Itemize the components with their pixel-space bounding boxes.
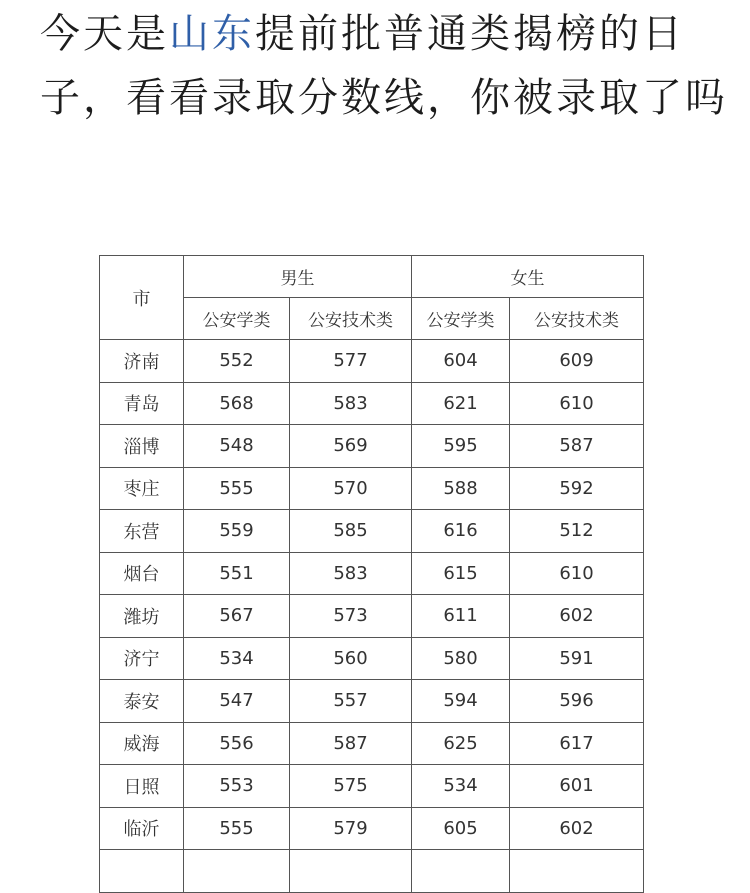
score-table-head <box>100 256 644 340</box>
score-cell: 551 <box>184 552 290 595</box>
score-cell: 588 <box>412 467 510 510</box>
score-cell: 580 <box>412 637 510 680</box>
table-row <box>100 340 644 383</box>
empty-cell <box>100 850 184 893</box>
score-table <box>99 255 644 893</box>
score-cell: 567 <box>184 595 290 638</box>
table-row <box>100 425 644 468</box>
score-cell: 610 <box>510 382 644 425</box>
table-row <box>100 722 644 765</box>
table-row <box>100 382 644 425</box>
table-row <box>100 595 644 638</box>
score-cell: 601 <box>510 765 644 808</box>
score-cell: 555 <box>184 807 290 850</box>
table-row-partial <box>100 850 644 893</box>
score-cell: 577 <box>290 340 412 383</box>
city-cell: 日照 <box>100 765 184 808</box>
female-header: 女生 <box>412 256 644 298</box>
city-cell: 威海 <box>100 722 184 765</box>
table-row <box>100 637 644 680</box>
city-cell: 潍坊 <box>100 595 184 638</box>
table-row <box>100 807 644 850</box>
score-cell: 583 <box>290 552 412 595</box>
score-cell: 585 <box>290 510 412 553</box>
score-cell: 615 <box>412 552 510 595</box>
header-row-top <box>100 256 644 298</box>
score-cell: 591 <box>510 637 644 680</box>
score-cell: 512 <box>510 510 644 553</box>
score-cell: 583 <box>290 382 412 425</box>
score-cell: 555 <box>184 467 290 510</box>
city-cell: 枣庄 <box>100 467 184 510</box>
score-cell: 547 <box>184 680 290 723</box>
table-row <box>100 510 644 553</box>
empty-cell <box>290 850 412 893</box>
table-row <box>100 680 644 723</box>
score-cell: 587 <box>290 722 412 765</box>
score-cell: 579 <box>290 807 412 850</box>
score-cell: 621 <box>412 382 510 425</box>
score-cell: 560 <box>290 637 412 680</box>
city-cell: 东营 <box>100 510 184 553</box>
score-table-body <box>100 340 644 893</box>
headline-prefix: 今天是 <box>40 11 169 57</box>
sub-header-female-police-technology: 公安技术类 <box>510 298 644 340</box>
score-cell: 552 <box>184 340 290 383</box>
male-header: 男生 <box>184 256 412 298</box>
table-row <box>100 765 644 808</box>
empty-cell <box>412 850 510 893</box>
score-cell: 594 <box>412 680 510 723</box>
city-cell: 济南 <box>100 340 184 383</box>
score-cell: 602 <box>510 595 644 638</box>
score-cell: 609 <box>510 340 644 383</box>
score-cell: 556 <box>184 722 290 765</box>
score-cell: 610 <box>510 552 644 595</box>
score-cell: 592 <box>510 467 644 510</box>
score-cell: 568 <box>184 382 290 425</box>
score-cell: 559 <box>184 510 290 553</box>
city-cell: 青岛 <box>100 382 184 425</box>
score-cell: 611 <box>412 595 510 638</box>
score-cell: 534 <box>184 637 290 680</box>
score-cell: 617 <box>510 722 644 765</box>
score-cell: 602 <box>510 807 644 850</box>
score-cell: 573 <box>290 595 412 638</box>
sub-header-female-police-science: 公安学类 <box>412 298 510 340</box>
headline-link-shandong[interactable]: 山东 <box>169 11 255 57</box>
table-row <box>100 467 644 510</box>
score-cell: 616 <box>412 510 510 553</box>
city-header: 市 <box>100 256 184 340</box>
score-cell: 534 <box>412 765 510 808</box>
city-cell: 淄博 <box>100 425 184 468</box>
score-cell: 553 <box>184 765 290 808</box>
score-cell: 557 <box>290 680 412 723</box>
score-cell: 575 <box>290 765 412 808</box>
city-cell: 烟台 <box>100 552 184 595</box>
score-cell: 587 <box>510 425 644 468</box>
city-cell: 济宁 <box>100 637 184 680</box>
city-cell: 泰安 <box>100 680 184 723</box>
score-cell: 605 <box>412 807 510 850</box>
score-cell: 625 <box>412 722 510 765</box>
sub-header-male-police-science: 公安学类 <box>184 298 290 340</box>
table-row <box>100 552 644 595</box>
score-cell: 596 <box>510 680 644 723</box>
score-cell: 595 <box>412 425 510 468</box>
sub-header-male-police-technology: 公安技术类 <box>290 298 412 340</box>
empty-cell <box>510 850 644 893</box>
score-cell: 569 <box>290 425 412 468</box>
city-cell: 临沂 <box>100 807 184 850</box>
score-cell: 570 <box>290 467 412 510</box>
empty-cell <box>184 850 290 893</box>
headline <box>40 2 730 130</box>
score-cell: 604 <box>412 340 510 383</box>
score-cell: 548 <box>184 425 290 468</box>
headline-suffix: 提前批普通类揭榜的日子，看看录取分数线，你被录取了吗 <box>40 11 728 121</box>
